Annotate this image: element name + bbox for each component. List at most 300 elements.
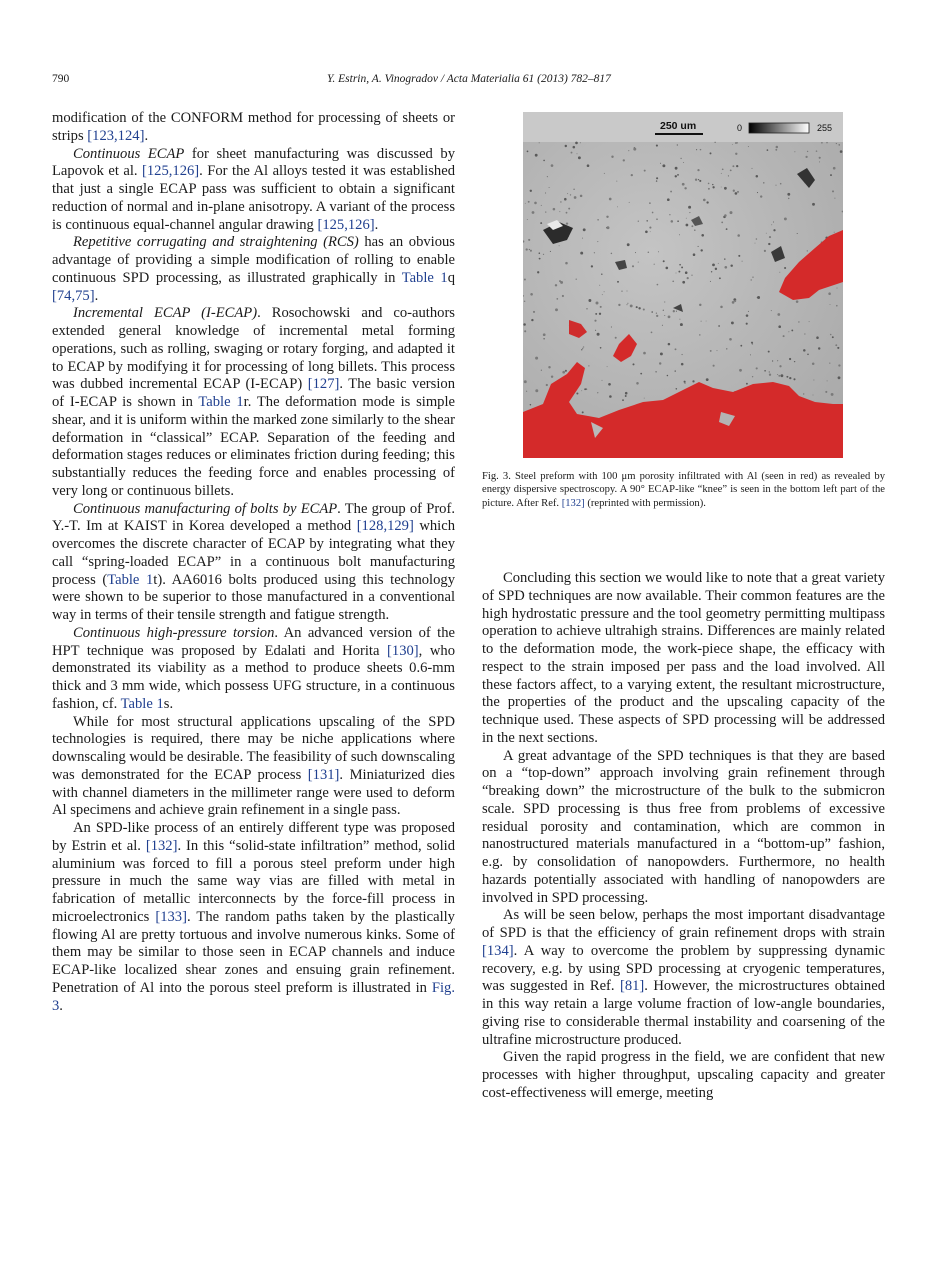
speckle-dot: [675, 175, 677, 177]
speckle-dot: [629, 202, 630, 203]
speckle-dot: [809, 321, 810, 322]
caption-label: Fig. 3.: [482, 471, 511, 482]
speckle-dot: [756, 175, 759, 178]
speckle-dot: [667, 198, 670, 201]
speckle-dot: [793, 378, 795, 380]
speckle-dot: [543, 338, 544, 339]
speckle-dot: [669, 214, 670, 215]
speckle-dot: [786, 376, 788, 378]
speckle-dot: [582, 348, 583, 349]
speckle-dot: [832, 190, 834, 192]
speckle-dot: [644, 398, 645, 399]
speckle-dot: [742, 261, 743, 262]
speckle-dot: [539, 142, 540, 143]
speckle-dot: [835, 344, 837, 346]
speckle-dot: [567, 193, 568, 194]
paragraph: A great advantage of the SPD techniques is that they are based on a “top-down” approach involving grain refinement through “breaking down” the microstructure of the bulk to the submicron scale. SPD processing is thus free from problems of excessive residual porosity and contamination, which are common in nanostructured materials manufactured in a “bottom-up” fashion, e.g. by consolidation of nanopowders. Furthermore, no health hazards potentially associated with handling of nanopowders are involved in SPD processing.: [482, 747, 885, 906]
speckle-dot: [746, 383, 748, 385]
speckle-dot: [712, 264, 715, 267]
speckle-dot: [621, 291, 622, 292]
speckle-dot: [562, 371, 565, 374]
speckle-dot: [575, 142, 578, 145]
speckle-dot: [734, 300, 736, 302]
speckle-dot: [775, 185, 776, 186]
speckle-dot: [649, 202, 651, 204]
speckle-dot: [807, 151, 808, 152]
speckle-dot: [577, 153, 578, 154]
speckle-dot: [736, 165, 738, 167]
speckle-dot: [588, 299, 591, 302]
speckle-dot: [660, 163, 661, 164]
speckle-dot: [777, 313, 780, 316]
speckle-dot: [724, 258, 725, 259]
speckle-dot: [533, 311, 535, 313]
speckle-dot: [582, 238, 583, 239]
speckle-dot: [525, 203, 526, 204]
speckle-dot: [826, 142, 828, 144]
speckle-dot: [662, 325, 663, 326]
speckle-dot: [559, 280, 561, 282]
speckle-dot: [789, 358, 791, 360]
speckle-dot: [721, 222, 723, 224]
speckle-dot: [683, 162, 684, 163]
grayscale-max-label: 255: [817, 123, 833, 133]
speckle-dot: [807, 354, 809, 356]
speckle-dot: [784, 267, 786, 269]
speckle-dot: [712, 186, 714, 188]
speckle-dot: [643, 352, 646, 355]
speckle-dot: [609, 395, 612, 398]
speckle-dot: [626, 290, 627, 291]
speckle-dot: [796, 300, 799, 303]
speckle-dot: [748, 311, 749, 312]
speckle-dot: [794, 151, 795, 152]
speckle-dot: [735, 192, 738, 195]
speckle-dot: [570, 194, 571, 195]
speckle-dot: [596, 302, 599, 305]
speckle-dot: [715, 142, 716, 143]
speckle-dot: [756, 238, 758, 240]
speckle-dot: [571, 152, 573, 154]
paragraph: Continuous ECAP for sheet manufacturing was discussed by Lapovok et al. [125,126]. For the Al alloys tested it was established that just a single ECAP pass was sufficient to obtain a significant reduction of normal and in-plane anisotropy. A variant of the process is continuous equal-channel angular drawing [125,126].: [52, 145, 455, 233]
speckle-dot: [775, 149, 777, 151]
speckle-dot: [703, 199, 706, 202]
speckle-dot: [732, 165, 734, 167]
speckle-dot: [816, 336, 819, 339]
speckle-dot: [662, 164, 665, 167]
speckle-dot: [735, 142, 737, 144]
speckle-dot: [769, 374, 771, 376]
speckle-dot: [560, 201, 561, 202]
speckle-dot: [627, 243, 630, 246]
speckle-dot: [757, 192, 758, 193]
speckle-dot: [710, 350, 712, 352]
speckle-dot: [750, 354, 751, 355]
speckle-dot: [609, 198, 612, 201]
speckle-dot: [594, 252, 595, 253]
speckle-dot: [530, 190, 532, 192]
speckle-dot: [668, 343, 671, 346]
speckle-dot: [699, 304, 701, 306]
speckle-dot: [828, 292, 831, 295]
speckle-dot: [527, 219, 528, 220]
speckle-dot: [777, 374, 778, 375]
table-link[interactable]: Table 1: [107, 571, 154, 588]
speckle-dot: [697, 169, 699, 171]
speckle-dot: [578, 156, 581, 159]
speckle-dot: [757, 296, 760, 299]
speckle-dot: [636, 382, 639, 385]
citation-link[interactable]: [81]: [619, 978, 645, 995]
speckle-dot: [530, 293, 533, 296]
speckle-dot: [565, 262, 568, 265]
speckle-dot: [825, 391, 827, 393]
paragraph: While for most structural applications upscaling of the SPD technologies is required, there may be niche applications where downscaling would be desirable. The feasibility of such downscaling was demonstrated for the ECAP process [131]. Miniaturized dies with channel diameters in the millimeter range were used to deform Al specimens and achieve grain refinement in a single pass.: [52, 713, 455, 819]
speckle-dot: [654, 264, 655, 265]
speckle-dot: [677, 174, 679, 176]
speckle-dot: [607, 366, 608, 367]
speckle-dot: [686, 224, 689, 227]
grayscale-min-label: 0: [737, 123, 743, 133]
paragraph: As will be seen below, perhaps the most important disadvantage of SPD is that the efficiency of grain refinement drops with strain [134]. A way to overcome the problem by suppressing dynamic recovery, e.g. by using SPD processing at cryogenic temperatures, was suggested in Ref. [81]. However, the microstructures obtained in this way retain a large volume fraction of low-angle boundaries, giving rise to considerable thermal instability and coarsening of the ultrafine microstructure produced.: [482, 907, 885, 1048]
speckle-dot: [756, 367, 758, 369]
speckle-dot: [526, 391, 527, 392]
speckle-dot: [526, 248, 528, 250]
micrograph-image: [523, 112, 843, 458]
speckle-dot: [763, 182, 764, 183]
speckle-dot: [535, 154, 538, 157]
speckle-dot: [769, 371, 770, 372]
speckle-dot: [789, 377, 791, 379]
speckle-dot: [803, 349, 806, 352]
speckle-dot: [752, 168, 753, 169]
speckle-dot: [720, 306, 723, 309]
speckle-dot: [583, 346, 584, 347]
speckle-dot: [791, 329, 793, 331]
speckle-dot: [529, 249, 530, 250]
citation-link[interactable]: [131]: [307, 766, 340, 783]
citation-link[interactable]: [132]: [145, 837, 178, 854]
speckle-dot: [584, 388, 586, 390]
speckle-dot: [711, 271, 712, 272]
speckle-dot: [656, 145, 658, 147]
speckle-dot: [681, 354, 682, 355]
speckle-dot: [670, 191, 672, 193]
speckle-dot: [663, 260, 665, 262]
speckle-dot: [645, 230, 648, 233]
speckle-dot: [706, 321, 707, 322]
speckle-dot: [721, 187, 722, 188]
speckle-dot: [573, 146, 576, 149]
paragraph-lead: Continuous manufacturing of bolts by ECAP: [73, 500, 338, 517]
speckle-dot: [551, 164, 554, 167]
speckle-dot: [751, 279, 752, 280]
citation-link[interactable]: [134]: [482, 942, 514, 959]
speckle-dot: [778, 325, 781, 328]
speckle-dot: [551, 375, 553, 377]
speckle-dot: [631, 174, 633, 176]
speckle-dot: [724, 214, 727, 217]
speckle-dot: [539, 252, 541, 254]
speckle-dot: [566, 212, 568, 214]
speckle-dot: [675, 167, 678, 170]
speckle-dot: [632, 265, 634, 267]
speckle-dot: [813, 395, 814, 396]
speckle-dot: [528, 239, 530, 241]
speckle-dot: [655, 371, 657, 373]
speckle-dot: [807, 250, 808, 251]
speckle-dot: [751, 342, 753, 344]
speckle-dot: [583, 228, 586, 231]
speckle-dot: [830, 174, 832, 176]
speckle-dot: [681, 266, 683, 268]
speckle-dot: [721, 173, 722, 174]
speckle-dot: [760, 195, 762, 197]
speckle-dot: [710, 152, 712, 154]
speckle-dot: [784, 217, 787, 220]
paragraph: Repetitive corrugating and straightening (RCS) has an obvious advantage of providing a simple modification of rolling to enable continuous SPD processing, as illustrated graphically in Table 1q [74,75].: [52, 234, 455, 304]
citation-link[interactable]: [130]: [387, 642, 419, 659]
speckle-dot: [724, 266, 727, 269]
speckle-dot: [691, 275, 692, 276]
speckle-dot: [546, 384, 548, 386]
speckle-dot: [559, 245, 560, 246]
speckle-dot: [580, 195, 583, 198]
speckle-dot: [675, 348, 677, 350]
paragraph: Incremental ECAP (I-ECAP). Rosochowski and co-authors extended general knowledge of incremental metal forming operations, such as rolling, swaging or rotary forging, and adapted it to ECAP by modifying it for processing of long billets. This process was dubbed incremental ECAP (I-ECAP) [127]. The basic version of I-ECAP is shown in Table 1r. The deformation mode is simple shear, and it is uniform within the marked zone similarly to the shear deformation in “classical” ECAP. Separation of the feeding and deformation stages reduces or eliminates friction during feeding; this substantially reduces the feeding force and enables processing of very long or continuous billets.: [52, 305, 455, 499]
speckle-dot: [524, 380, 527, 383]
speckle-dot: [568, 208, 570, 210]
speckle-dot: [574, 196, 577, 199]
speckle-dot: [769, 236, 771, 238]
speckle-dot: [663, 310, 664, 311]
speckle-dot: [627, 303, 628, 304]
speckle-dot: [617, 206, 618, 207]
figure-3: [523, 112, 843, 458]
speckle-dot: [768, 243, 770, 245]
speckle-dot: [627, 304, 628, 305]
speckle-dot: [685, 271, 688, 274]
speckle-dot: [657, 284, 659, 286]
speckle-dot: [524, 279, 526, 281]
speckle-dot: [573, 189, 575, 191]
speckle-dot: [766, 233, 767, 234]
speckle-dot: [632, 363, 634, 365]
speckle-dot: [617, 281, 619, 283]
speckle-dot: [819, 161, 820, 162]
speckle-dot: [706, 378, 709, 381]
speckle-dot: [712, 184, 713, 185]
speckle-dot: [564, 198, 567, 201]
speckle-dot: [545, 212, 546, 213]
citation-link[interactable]: [125,126]: [317, 216, 375, 233]
speckle-dot: [804, 333, 805, 334]
speckle-dot: [597, 392, 598, 393]
speckle-dot: [701, 321, 702, 322]
speckle-dot: [840, 150, 843, 153]
speckle-dot: [837, 288, 838, 289]
running-header: [52, 73, 886, 91]
speckle-dot: [798, 321, 799, 322]
speckle-dot: [524, 301, 525, 302]
speckle-dot: [638, 307, 640, 309]
speckle-dot: [576, 392, 578, 394]
left-column: [52, 110, 455, 1015]
speckle-dot: [644, 170, 646, 172]
speckle-dot: [604, 173, 605, 174]
speckle-dot: [656, 180, 657, 181]
speckle-dot: [638, 262, 639, 263]
speckle-dot: [611, 326, 612, 327]
speckle-dot: [548, 366, 550, 368]
speckle-dot: [676, 311, 677, 312]
speckle-dot: [788, 331, 789, 332]
speckle-dot: [718, 263, 719, 264]
speckle-dot: [541, 370, 542, 371]
speckle-dot: [679, 264, 681, 266]
speckle-dot: [830, 334, 832, 336]
speckle-dot: [595, 330, 596, 331]
paragraph: Given the rapid progress in the field, we are confident that new processes with higher throughput, upscaling capacity and greater cost-effectiveness will emerge, meeting: [482, 1049, 885, 1101]
speckle-dot: [530, 404, 531, 405]
speckle-dot: [686, 218, 687, 219]
table-link[interactable]: Table 1: [401, 269, 448, 286]
speckle-dot: [527, 151, 529, 153]
paragraph: An SPD-like process of an entirely different type was proposed by Estrin et al. [132]. In this “solid-state infiltration” method, solid aluminium was forced to fill a porous steel preform under high pressure in much the same way vias are filled with metal in fabrication of metallic interconnects by the force-fill process in microelectronics [133]. The random paths taken by the plastically flowing Al are pretty tortuous and involve numerous kinks. Some of them may be similar to those seen in ECAP channels and induce ECAP-like localized shear zones and ensuing grain refinement. Penetration of Al into the porous steel preform is illustrated in Fig. 3.: [52, 820, 455, 1014]
speckle-dot: [580, 252, 583, 255]
speckle-dot: [728, 175, 729, 176]
speckle-dot: [687, 277, 689, 279]
speckle-dot: [803, 393, 804, 394]
speckle-dot: [693, 253, 696, 256]
speckle-dot: [630, 304, 633, 307]
speckle-dot: [543, 333, 546, 336]
speckle-dot: [776, 146, 779, 149]
speckle-dot: [833, 167, 836, 170]
speckle-dot: [812, 362, 815, 365]
speckle-dot: [773, 221, 774, 222]
speckle-dot: [607, 226, 610, 229]
speckle-dot: [684, 381, 686, 383]
speckle-dot: [623, 159, 625, 161]
speckle-dot: [680, 158, 681, 159]
speckle-dot: [733, 190, 735, 192]
speckle-dot: [787, 193, 790, 196]
citation-link[interactable]: [74,75]: [52, 287, 95, 304]
speckle-dot: [651, 311, 653, 313]
citation-link[interactable]: [127]: [307, 376, 340, 393]
speckle-dot: [625, 395, 627, 397]
paragraph: Concluding this section we would like to note that a great variety of SPD techniques are now available. Their common features are the high hydrostatic pressure and the tool geometry permitting multipass operation to achieve ultrahigh strains. Differences are mainly related to the deformation mode, the work-piece shape, the efficacy with respect to the strain imposed per pass and the load involved. All these factors affect, to a varying extent, the resultant microstructure, the properties of the product and the upscaling capacity of the technique used. These aspects of SPD processing will be addressed in the next sections.: [482, 570, 885, 746]
speckle-dot: [695, 179, 697, 181]
speckle-dot: [688, 206, 691, 209]
speckle-dot: [532, 211, 535, 214]
speckle-dot: [730, 264, 732, 266]
speckle-dot: [738, 255, 740, 257]
speckle-dot: [752, 276, 753, 277]
speckle-dot: [699, 180, 701, 182]
speckle-dot: [601, 273, 602, 274]
speckle-dot: [523, 323, 526, 326]
speckle-dot: [646, 220, 647, 221]
table-link[interactable]: Table 1: [198, 394, 244, 410]
speckle-dot: [602, 294, 603, 295]
speckle-dot: [779, 272, 780, 273]
speckle-dot: [555, 284, 557, 286]
citation-link[interactable]: [123,124]: [87, 127, 145, 144]
speckle-dot: [696, 149, 697, 150]
speckle-dot: [836, 305, 838, 307]
speckle-dot: [834, 232, 835, 233]
speckle-dot: [524, 330, 526, 332]
speckle-dot: [689, 212, 690, 213]
speckle-dot: [764, 370, 766, 372]
scale-bar-label: 250 um: [660, 120, 697, 132]
speckle-dot: [715, 268, 717, 270]
speckle-dot: [611, 253, 613, 255]
table-link[interactable]: Table 1: [120, 695, 164, 712]
speckle-dot: [836, 143, 837, 144]
speckle-dot: [600, 306, 602, 308]
speckle-dot: [666, 267, 669, 270]
speckle-dot: [830, 304, 831, 305]
speckle-dot: [816, 150, 818, 152]
speckle-dot: [698, 179, 699, 180]
speckle-dot: [599, 285, 600, 286]
citation-link[interactable]: [132]: [561, 497, 585, 509]
citation-link[interactable]: [133]: [155, 908, 187, 925]
speckle-dot: [676, 388, 678, 390]
speckle-dot: [643, 308, 645, 310]
speckle-dot: [581, 390, 582, 391]
speckle-dot: [812, 203, 815, 206]
speckle-dot: [726, 228, 728, 230]
speckle-dot: [768, 351, 770, 353]
speckle-dot: [739, 369, 742, 372]
paragraph: Continuous high-pressure torsion. An advanced version of the HPT technique was proposed by Edalati and Horita [130], who demonstrated its viability as a method to produce sheets 0.6-mm thick and 3 mm wide, which possess UFG structure, in a continuous fashion, cf. Table 1s.: [52, 624, 456, 712]
speckle-dot: [656, 218, 658, 220]
speckle-dot: [537, 271, 539, 273]
speckle-dot: [545, 193, 546, 194]
speckle-dot: [692, 380, 694, 382]
speckle-dot: [718, 325, 720, 327]
speckle-dot: [794, 361, 795, 362]
citation-link[interactable]: [125,126]: [142, 163, 200, 180]
speckle-dot: [679, 319, 680, 320]
speckle-dot: [636, 306, 638, 308]
speckle-dot: [543, 254, 544, 255]
speckle-dot: [677, 220, 679, 222]
speckle-dot: [708, 183, 710, 185]
speckle-dot: [767, 149, 769, 151]
speckle-dot: [837, 347, 839, 349]
speckle-dot: [832, 336, 834, 338]
speckle-dot: [737, 191, 739, 193]
speckle-dot: [729, 338, 732, 341]
figure-caption: Fig. 3. Steel preform with 100 μm porosity infiltrated with Al (seen in red) as revealed by energy dispersive spectroscopy. A 90° ECAP-like “knee” is seen in the bottom left part of the picture. After Ref. [132] (reprinted with permission).: [482, 471, 885, 509]
speckle-dot: [566, 222, 568, 224]
paragraph: Continuous manufacturing of bolts by ECAP. The group of Prof. Y.-T. Im at KAIST in Korea developed a method [128,129] which overcomes the discrete character of ECAP by integrating what they call “spring-loaded ECAP” in a continuous bolt manufacturing process (Table 1t). AA6016 bolts produced using this technology were shown to be superior to those manufactured in a conventional way in terms of their tensile strength and fatigue strength.: [52, 500, 455, 623]
figure-link[interactable]: Fig. 3: [52, 979, 455, 1014]
paragraph-lead: Repetitive corrugating and straightening (RCS): [73, 234, 359, 251]
speckle-dot: [748, 146, 749, 147]
citation-link[interactable]: [128,129]: [356, 518, 414, 535]
running-title: Y. Estrin, A. Vinogradov / Acta Materialia 61 (2013) 782–817: [327, 73, 611, 85]
speckle-dot: [635, 252, 636, 253]
speckle-dot: [777, 360, 778, 361]
speckle-dot: [778, 375, 780, 377]
speckle-dot: [829, 362, 830, 363]
